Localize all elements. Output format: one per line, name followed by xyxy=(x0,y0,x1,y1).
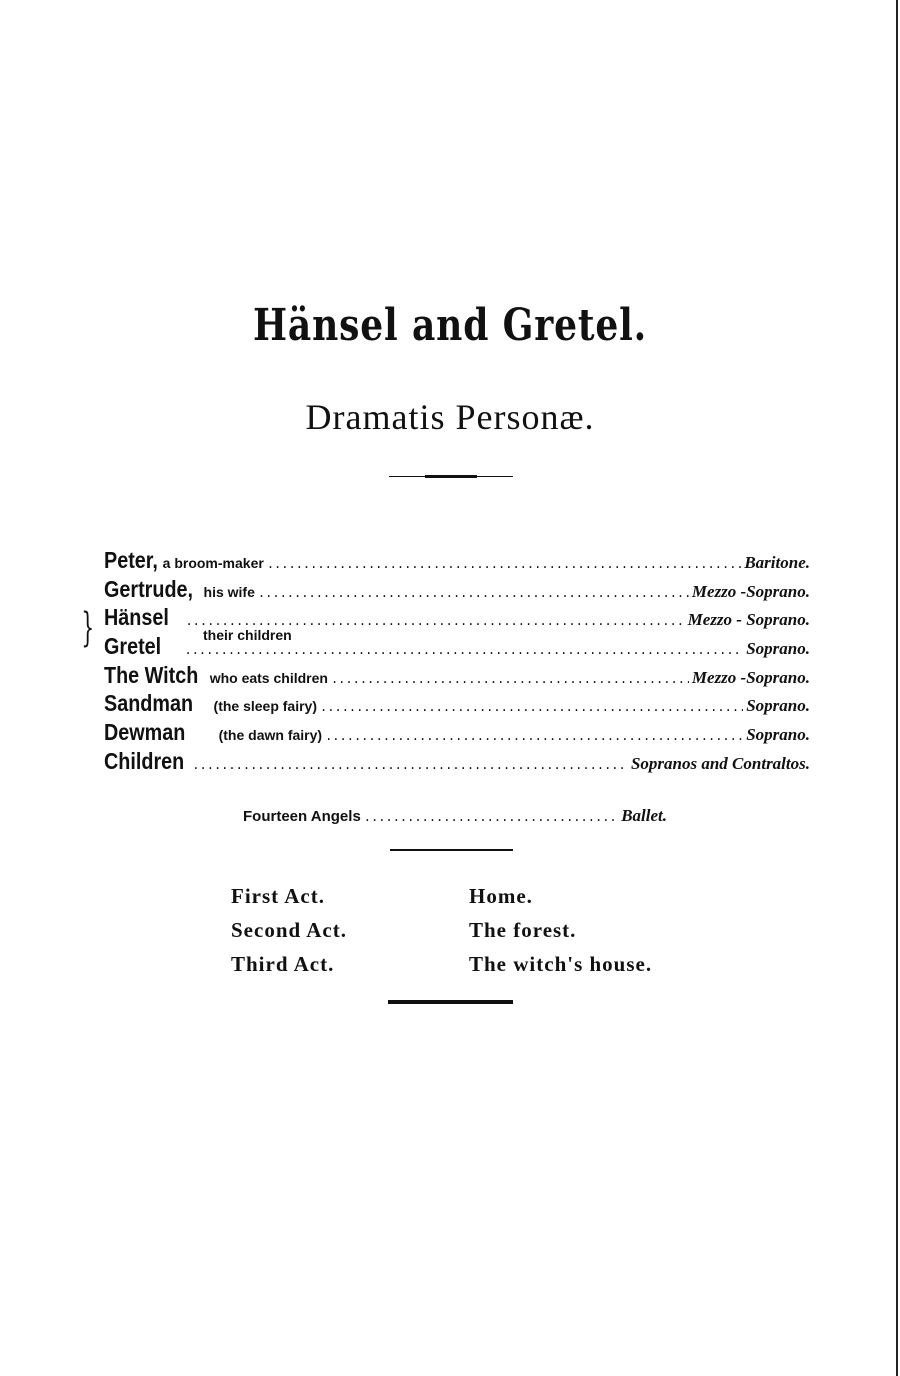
page-title: Hänsel and Gretel. xyxy=(252,300,648,351)
page-edge xyxy=(896,0,898,1376)
leader-dots xyxy=(267,557,742,571)
act-row xyxy=(231,952,731,986)
cast-name: Hänsel xyxy=(104,604,169,631)
cast-name: Gertrude, xyxy=(104,575,194,602)
cast-row-dewman xyxy=(104,719,810,748)
leader-dots xyxy=(331,672,689,686)
cast-voice: Mezzo - Soprano. xyxy=(687,610,810,630)
act-setting: The witch's house. xyxy=(469,952,653,976)
cast-name: Children xyxy=(104,747,185,774)
act-row xyxy=(231,884,731,918)
act-setting: The forest. xyxy=(469,918,577,942)
cast-voice: Baritone. xyxy=(744,553,810,572)
their-children-note: their children xyxy=(203,627,292,643)
cast-voice: Sopranos and Contraltos. xyxy=(630,753,810,773)
cast-name: Gretel xyxy=(104,633,162,660)
cast-description: a broom-maker xyxy=(162,555,264,571)
cast-description: his wife xyxy=(203,583,255,600)
ornament-divider xyxy=(389,475,513,479)
act-row xyxy=(231,918,731,952)
brace-glyph: } xyxy=(81,605,95,651)
cast-name: Dewman xyxy=(104,719,186,746)
act-label: Second Act. xyxy=(231,918,347,942)
leader-dots xyxy=(364,810,618,824)
cast-description: who eats children xyxy=(209,669,328,686)
divider-rule xyxy=(390,849,513,851)
cast-row-sandman xyxy=(104,690,810,719)
cast-voice: Mezzo -Soprano. xyxy=(691,667,810,687)
angels-row xyxy=(243,806,667,826)
cast-row-witch xyxy=(104,662,810,691)
cast-name: Sandman xyxy=(104,690,194,717)
ornament-center xyxy=(425,475,477,478)
leader-dots xyxy=(258,586,689,600)
cast-voice: Soprano. xyxy=(746,725,810,745)
cast-voice: Mezzo -Soprano. xyxy=(691,581,810,601)
cast-name: The Witch xyxy=(104,661,199,688)
act-label: Third Act. xyxy=(231,952,335,976)
act-setting: Home. xyxy=(469,884,533,908)
angels-name: Fourteen Angels xyxy=(243,808,361,825)
leader-dots xyxy=(184,643,743,657)
leader-dots xyxy=(192,758,628,772)
cast-list xyxy=(104,547,810,777)
cast-name: Peter, xyxy=(104,547,158,573)
cast-row-children xyxy=(104,748,810,777)
cast-voice: Soprano. xyxy=(746,639,810,659)
cast-voice: Soprano. xyxy=(746,696,810,716)
closing-rule xyxy=(388,1000,513,1004)
angels-voice: Ballet. xyxy=(621,806,667,825)
cast-row-gertrude xyxy=(104,576,810,605)
cast-description: (the sleep fairy) xyxy=(213,698,318,715)
page-subtitle: Dramatis Personæ. xyxy=(305,397,595,437)
acts-table xyxy=(231,884,731,986)
cast-description: (the dawn fairy) xyxy=(218,727,323,744)
leader-dots xyxy=(320,700,743,714)
cast-row-peter xyxy=(104,547,810,576)
leader-dots xyxy=(325,729,743,743)
act-label: First Act. xyxy=(231,884,325,908)
